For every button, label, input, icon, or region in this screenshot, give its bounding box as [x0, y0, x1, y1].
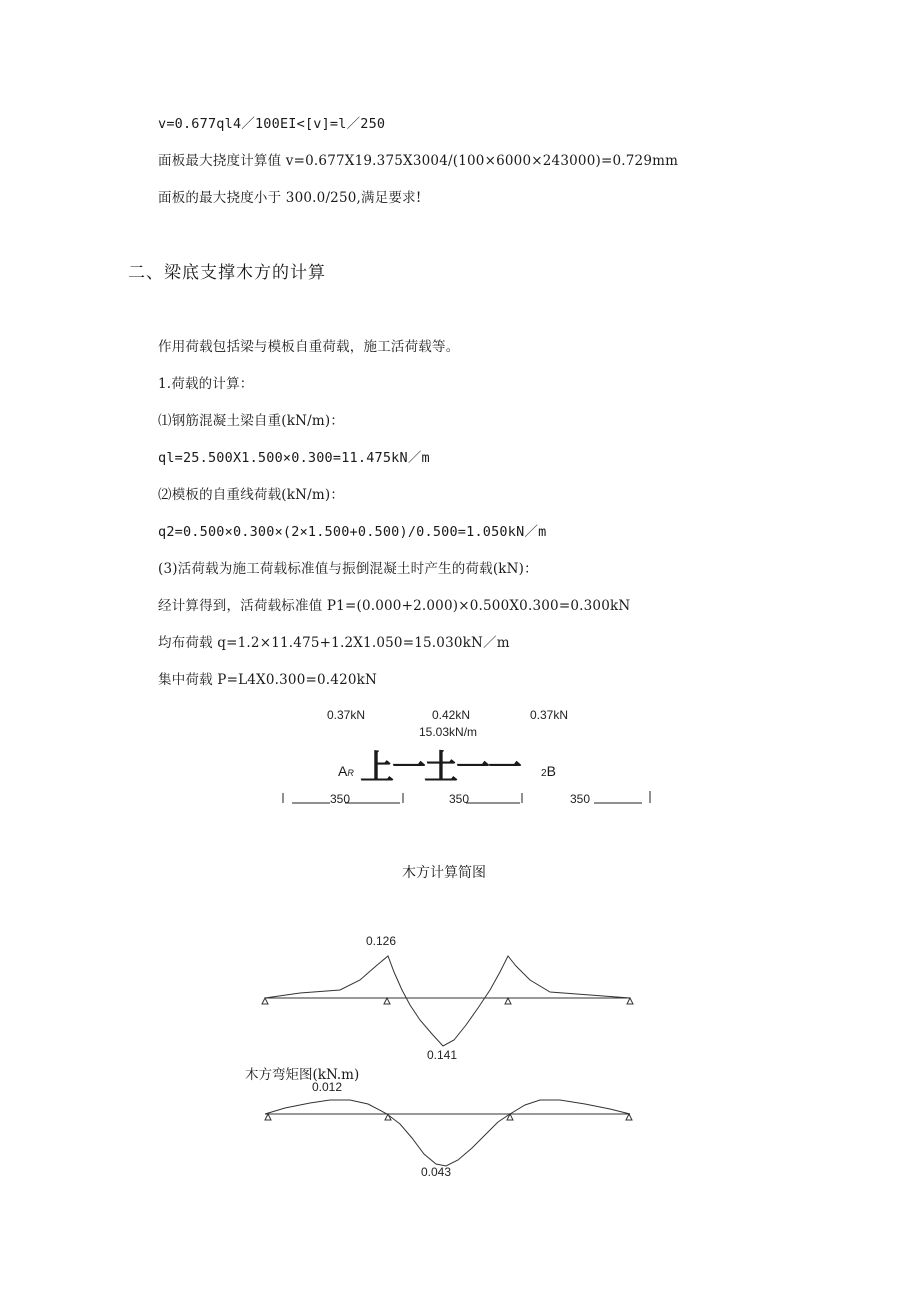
formwork-selfweight-label: ⑵模板的自重线荷载(kN/m)：: [158, 487, 345, 503]
span-3-label: 350: [570, 792, 591, 806]
q1-formula: ql=25.500X1.500×0.300=11.475kN／m: [158, 450, 430, 466]
moment-peak-label: 0.126: [366, 934, 397, 948]
deflection-formula: v=0.677ql4／100EI<[v]=l／250: [158, 116, 386, 132]
beam-end-a: [338, 763, 354, 779]
end-b-letter: B: [546, 763, 556, 779]
deflection-check: 面板的最大挠度小于 300.0/250,满足要求!: [158, 190, 422, 206]
point-load-right-label: 0.37kN: [530, 708, 569, 722]
end-a-letter: A: [338, 763, 348, 779]
shear-curve: [265, 1100, 630, 1166]
shear-support-2: [385, 1114, 391, 1120]
load-intro: 作用荷载包括梁与模板自重荷载，施工活荷载等。: [158, 339, 460, 355]
moment-support-1: [262, 998, 268, 1004]
rc-beam-selfweight-label: ⑴钢筋混凝土梁自重(kN/m)：: [158, 413, 345, 429]
shear-support-1: [265, 1114, 271, 1120]
end-a-subscript: R: [347, 768, 354, 778]
deflection-value: 面板最大挠度计算值 v=0.677X19.375X3004/(100×6000×243000)=0.729mm: [158, 153, 679, 169]
uniform-load-value: 均布荷载 q=1.2×11.475+1.2X1.050=15.030kN／m: [158, 635, 510, 651]
beam-glyphs: 上一土一一: [360, 748, 520, 788]
end-b-subscript: 2: [541, 768, 547, 779]
live-load-value: 经计算得到，活荷载标准值 P1=(0.000+2.000)×0.500X0.300=0.300kN: [158, 598, 631, 614]
point-load-left-label: 0.37kN: [327, 708, 366, 722]
shear-trough-label: 0.043: [421, 1165, 452, 1179]
moment-support-2: [384, 998, 390, 1004]
q2-formula: q2=0.500×0.300×(2×1.500+0.500)/0.500=1.050kN／m: [158, 524, 547, 540]
shear-support-3: [507, 1114, 513, 1120]
live-load-label: (3)活荷载为施工荷载标准值与振倒混凝土时产生的荷载(kN)：: [158, 561, 538, 577]
section-title: 二、梁底支撑木方的计算: [128, 263, 326, 283]
span-1-label: 350: [330, 792, 351, 806]
moment-support-3: [505, 998, 511, 1004]
distributed-load-label: 15.03kN/m: [419, 725, 478, 739]
moment-diagram-caption: 木方弯矩图(kN.m): [245, 1067, 360, 1083]
shear-peak-label: 0.012: [312, 1080, 343, 1094]
point-load-mid-label: 0.42kN: [432, 708, 471, 722]
shear-support-4: [626, 1114, 632, 1120]
moment-support-4: [627, 998, 633, 1004]
point-load-value: 集中荷载 P=L4X0.300=0.420kN: [158, 672, 378, 688]
moment-trough-label: 0.141: [427, 1048, 458, 1062]
load-diagram-caption: 木方计算简图: [402, 865, 486, 881]
span-2-label: 350: [449, 792, 470, 806]
moment-curve: [265, 956, 630, 1046]
beam-end-b: [541, 763, 556, 779]
load-calc-heading: 1.荷载的计算：: [158, 376, 254, 392]
